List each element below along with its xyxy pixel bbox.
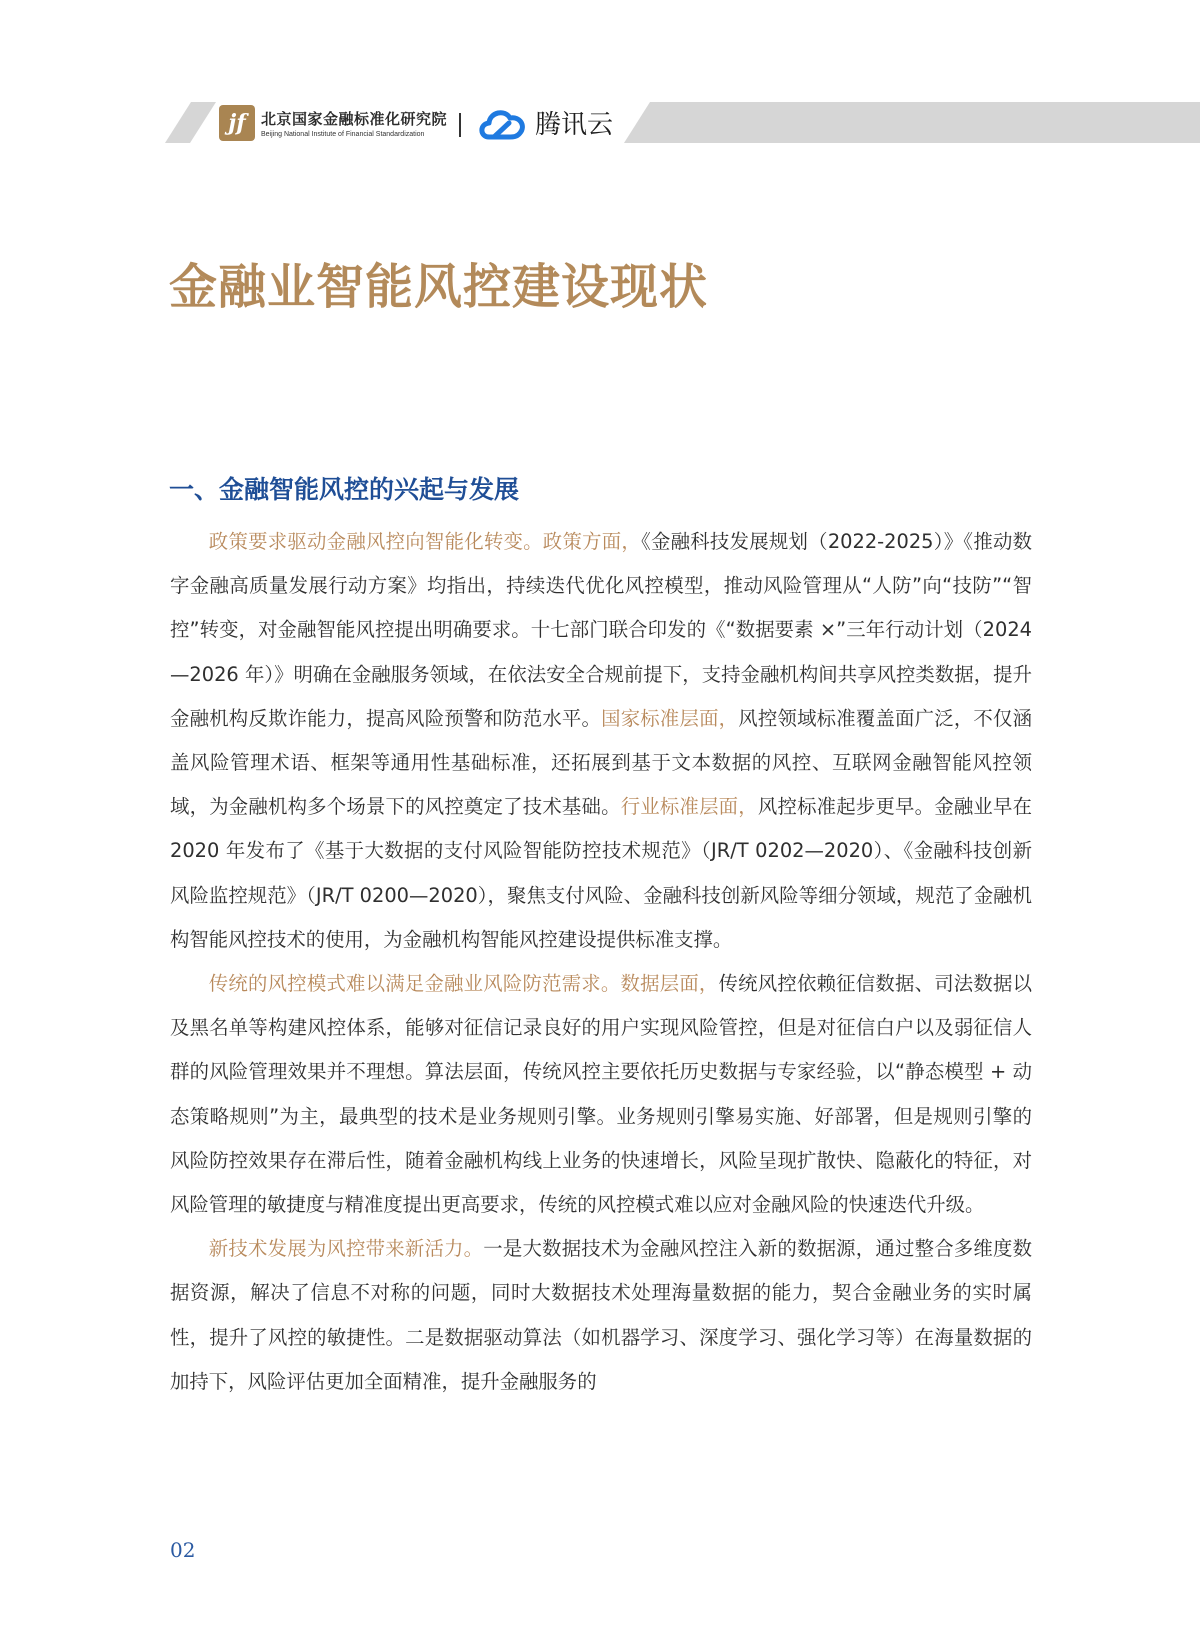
paragraph [170, 962, 1032, 1227]
left-band-shape [165, 102, 216, 143]
right-band-shape [624, 102, 1200, 143]
highlighted-lead: 传统的风控模式难以满足金融业风险防范需求。数据层面， [208, 972, 719, 996]
page-number: 02 [170, 1538, 196, 1562]
page-header [0, 0, 1200, 200]
page-title: 金融业智能风控建设现状 [169, 259, 709, 315]
body-run: 《金融科技发展规划（2022-2025）》《推动数字金融高质量发展行动方案》均指出，持续迭代优化风控模型，推动风险管理从“人防”向“技防”“智控”转变，对金融智能风控提出明确要求。十七部门联合印发的《“数据要素 ×”三年行动计划（2024—2026 年）》明确在金融服务领域，在依法安全合规前提下，支持金融机构间共享风控类数据，提升金融机构反欺诈能力，提高风险预警和防范水平。 [170, 530, 1033, 730]
highlighted-lead: 行业标准层面， [620, 795, 758, 819]
body-run: 传统风控依赖征信数据、司法数据以及黑名单等构建风控体系，能够对征信记录良好的用户实现风险管控，但是对征信白户以及弱征信人群的风险管理效果并不理想。算法层面，传统风控主要依托历史数据与专家经验，以“静态模型 + 动态策略规则”为主，最典型的技术是业务规则引擎。业务规则引擎易实施、好部署，但是规则引擎的风险防控效果存在滞后性，随着金融机构线上业务的快速增长，风险呈现扩散快、隐蔽化的特征，对风险管理的敏捷度与精准度提出更高要求，传统的风控模式难以应对金融风险的快速迭代升级。 [170, 972, 1032, 1217]
highlighted-lead: 政策要求驱动金融风控向智能化转变。政策方面， [208, 530, 642, 553]
tencent-cloud-icon [476, 104, 528, 144]
partner-name: 腾讯云 [535, 110, 614, 140]
highlighted-lead: 新技术发展为风控带来新活力。 [208, 1237, 484, 1261]
body-run: 风控标准起步更早。金融业早在 2020 年发布了《基于大数据的支付风险智能防控技术规范》（JR/T 0202—2020）、《金融科技创新风险监控规范》（JR/T 0200—2020），聚焦支付风险、金融科技创新风险等细分领域，规范了金融机构智能风控技术的使用，为金融机构智能风控建设提供标准支撑。 [170, 795, 1033, 951]
institute-logo-glyph: jf [228, 110, 246, 136]
body-text [170, 520, 1032, 1404]
institute-logo-icon [219, 105, 255, 141]
body-run: 风控领域标准覆盖面广泛，不仅涵盖风险管理术语、框架等通用性基础标准，还拓展到基于文本数据的风控、互联网金融智能风控领域，为金融机构多个场景下的风控奠定了技术基础。 [170, 706, 1033, 819]
institute-name-cn: 北京国家金融标准化研究院 [261, 110, 448, 128]
section-heading: 一、金融智能风控的兴起与发展 [169, 475, 520, 504]
header-band [0, 0, 1200, 200]
body-run: 一是大数据技术为金融风控注入新的数据源，通过整合多维度数据资源，解决了信息不对称的问题，同时大数据技术处理海量数据的能力，契合金融业务的实时属性，提升了风控的敏捷性。二是数据驱动算法（如机器学习、深度学习、强化学习等）在海量数据的加持下，风险评估更加全面精准，提升金融服务的 [170, 1237, 1033, 1393]
institute-name [261, 108, 447, 138]
institute-name-en: Beijing National Institute of Financial Standardization [261, 131, 425, 138]
logo-divider [459, 113, 461, 137]
paragraph [170, 1227, 1032, 1404]
highlighted-lead: 国家标准层面， [601, 706, 739, 730]
paragraph [170, 520, 1032, 962]
